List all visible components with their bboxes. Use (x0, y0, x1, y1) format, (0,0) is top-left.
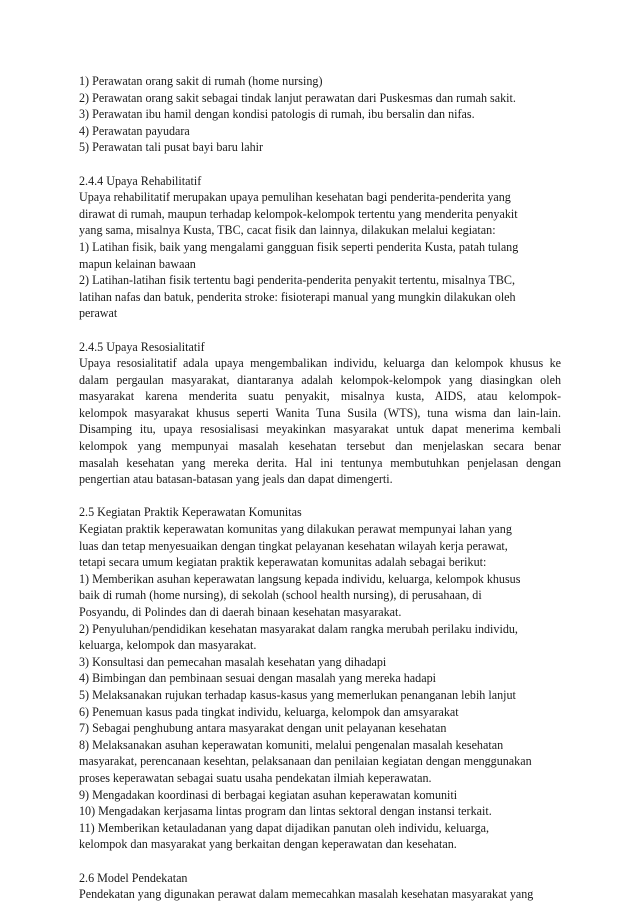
text-line: 2.4.5 Upaya Resosialitatif (79, 339, 205, 354)
text-line: 1) Memberikan asuhan keperawatan langsung kepada individu, keluarga, kelompok khusus (79, 571, 521, 586)
paragraph-gap (79, 853, 561, 870)
text-line: dirawat di rumah, maupun terhadap kelompok-kelompok tertentu yang menderita penyakit (79, 206, 518, 221)
text-line: 3) Perawatan ibu hamil dengan kondisi patologis di rumah, ibu bersalin dan nifas. (79, 107, 475, 122)
text-line: latihan nafas dan batuk, penderita stroke: fisioterapi manual yang mungkin dilakukan oleh (79, 289, 516, 304)
text-line: pengertian atau batasan-batasan yang jeals dan dapat dimengerti. (79, 472, 393, 487)
text-line: 1) Latihan fisik, baik yang mengalami gangguan fisik seperti penderita Kusta, patah tulang (79, 239, 519, 254)
text-line: mapun kelainan bawaan (79, 256, 196, 271)
text-line: Kegiatan praktik keperawatan komunitas yang dilakukan perawat mempunyai lahan yang (79, 522, 512, 537)
text-line: masalah kesehatan yang mereka derita. Hal ini tentunya membutuhkan penjelasan dengan (79, 455, 561, 470)
paragraph-gap (79, 488, 561, 505)
text-line: dalam pergaulan masyarakat, diantaranya adalah kelompok-kelompok yang diasingkan oleh (79, 372, 561, 387)
text-line: keluarga, kelompok dan masyarakat. (79, 638, 257, 653)
text-line: masyarakat karena menderita suatu penyakit, misalnya kusta, AIDS, atau kelompok- (79, 389, 561, 404)
text-block (79, 339, 561, 488)
text-line: Upaya resosialitatif adala upaya mengembalikan individu, keluarga dan kelompok khusus ke (79, 356, 561, 371)
text-line: 2) Penyuluhan/pendidikan kesehatan masyarakat dalam rangka merubah perilaku individu, (79, 621, 518, 636)
text-line: 7) Sebagai penghubung antara masyarakat dengan unit pelayanan kesehatan (79, 721, 447, 736)
text-line: kelompok masyarakat khusus seperti Wanita Tuna Susila (WTS), tuna wisma dan lain-lain. (79, 405, 561, 420)
text-line: 10) Mengadakan kerjasama lintas program dan lintas sektoral dengan instansi terkait. (79, 804, 492, 819)
text-line: 6) Penemuan kasus pada tingkat individu, keluarga, kelompok dan amsyarakat (79, 704, 459, 719)
text-line: 1) Perawatan orang sakit di rumah (home nursing) (79, 74, 323, 88)
paragraph-gap (79, 322, 561, 339)
text-line: 4) Bimbingan dan pembinaan sesuai dengan masalah yang mereka hadapi (79, 671, 436, 686)
text-line: kelompok dan masyarakat yang berkaitan dengan keperawatan dan kesehatan. (79, 837, 457, 852)
text-line: Upaya rehabilitatif merupakan upaya pemulihan kesehatan bagi penderita-penderita yang (79, 190, 511, 205)
text-block (79, 870, 561, 903)
text-line: 9) Mengadakan koordinasi di berbagai kegiatan asuhan keperawatan komuniti (79, 787, 458, 802)
text-line: yang sama, misalnya Kusta, TBC, cacat fisik dan lainnya, dilakukan melalui kegiatan: (79, 223, 496, 238)
text-line: 2) Latihan-latihan fisik tertentu bagi penderita-penderita penyakit tertentu, misalnya TBC, (79, 273, 516, 288)
paragraph-gap (79, 156, 561, 173)
text-block (79, 73, 561, 156)
text-line: Posyandu, di Polindes dan di daerah binaan kesehatan masyarakat. (79, 605, 402, 619)
text-block (79, 173, 561, 322)
text-line: 5) Melaksanakan rujukan terhadap kasus-kasus yang memerlukan penanganan lebih lanjut (79, 687, 516, 702)
text-line: kelompok yang mempunyai masalah kesehatan tersebut dan menjelaskan secara benar (79, 439, 561, 454)
document-page (79, 73, 561, 903)
text-line: Pendekatan yang digunakan perawat dalam memecahkan masalah kesehatan masyarakat yang (79, 887, 534, 902)
text-line: 4) Perawatan payudara (79, 123, 190, 138)
text-line: masyarakat, perencanaan kesehtan, pelaksanaan dan penilaian kegiatan dengan menggunakan (79, 754, 532, 769)
text-line: 2) Perawatan orang sakit sebagai tindak lanjut perawatan dari Puskesmas dan rumah sakit. (79, 90, 516, 105)
text-line: baik di rumah (home nursing), di sekolah (school health nursing), di perusahaan, di (79, 588, 482, 603)
text-line: 2.4.4 Upaya Rehabilitatif (79, 173, 202, 188)
text-line: 11) Memberikan ketauladanan yang dapat dijadikan panutan oleh individu, keluarga, (79, 820, 490, 835)
text-line: 2.5 Kegiatan Praktik Keperawatan Komunitas (79, 505, 302, 520)
text-line: tetapi secara umum kegiatan praktik keperawatan komunitas adalah sebagai berikut: (79, 555, 487, 570)
text-line: proses keperawatan sebagai suatu usaha pendekatan ilmiah keperawatan. (79, 770, 432, 785)
text-line: 2.6 Model Pendekatan (79, 870, 188, 885)
text-line: Disamping itu, upaya resosialisasi meyakinkan masyarakat untuk dapat menerima kembali (79, 422, 561, 437)
text-line: 3) Konsultasi dan pemecahan masalah kesehatan yang dihadapi (79, 654, 387, 669)
text-line: 8) Melaksanakan asuhan keperawatan komuniti, melalui pengenalan masalah kesehatan (79, 737, 504, 752)
text-line: perawat (79, 306, 118, 321)
text-line: 5) Perawatan tali pusat bayi baru lahir (79, 140, 264, 155)
text-line: luas dan tetap menyesuaikan dengan tingkat pelayanan kesehatan wilayah kerja perawat, (79, 538, 508, 553)
text-block (79, 504, 561, 852)
